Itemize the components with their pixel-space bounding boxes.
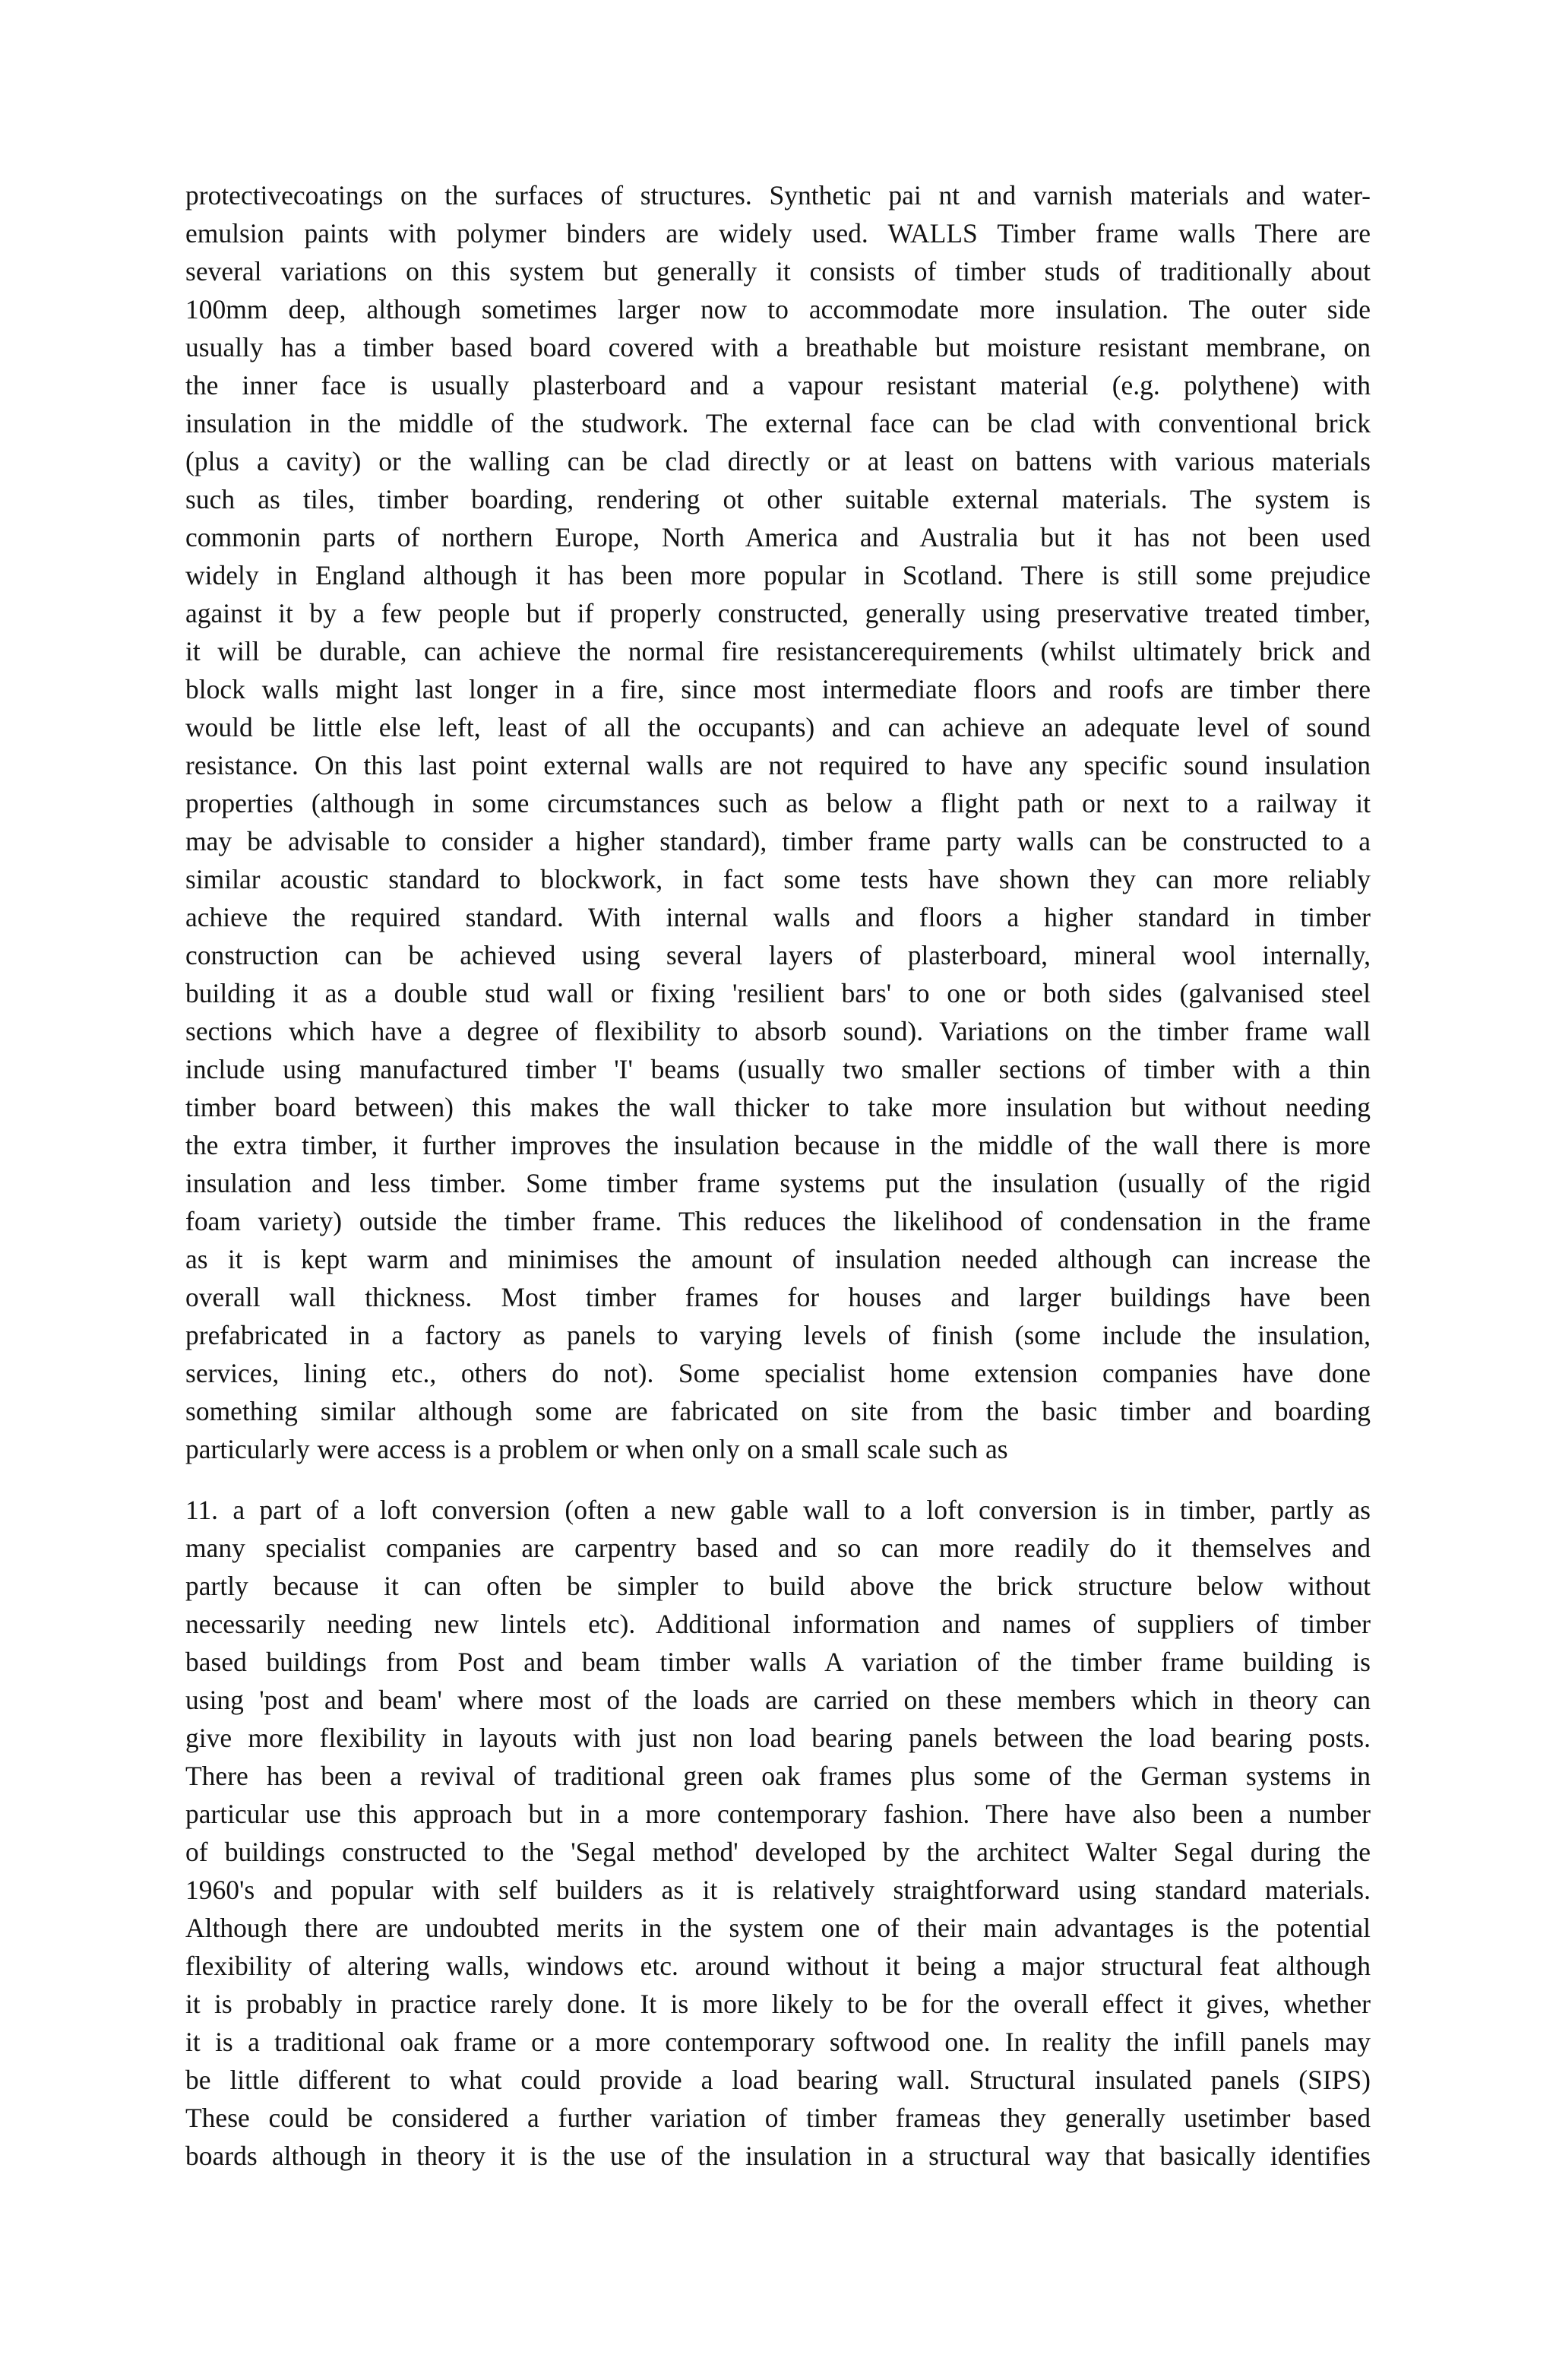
- text-line: properties (although in some circumstances such as below a flight path or next to a railway it: [185, 788, 1371, 818]
- text-line: of buildings constructed to the 'Segal method' developed by the architect Walter Segal during the: [185, 1837, 1371, 1867]
- text-line: 11. a part of a loft conversion (often a new gable wall to a loft conversion is in timber, partly as: [185, 1495, 1371, 1525]
- text-line: (plus a cavity) or the walling can be clad directly or at least on battens with various materials: [185, 446, 1371, 476]
- text-line: insulation and less timber. Some timber frame systems put the insulation (usually of the rigid: [185, 1168, 1371, 1198]
- text-line: several variations on this system but generally it consists of timber studs of traditionally about: [185, 256, 1371, 286]
- text-line: include using manufactured timber 'I' beams (usually two smaller sections of timber with a thin: [185, 1054, 1371, 1084]
- text-line: necessarily needing new lintels etc). Additional information and names of suppliers of timber: [185, 1609, 1371, 1639]
- text-line: construction can be achieved using several layers of plasterboard, mineral wool internally,: [185, 940, 1371, 970]
- text-line: These could be considered a further variation of timber frameas they generally usetimber based: [185, 2103, 1371, 2133]
- text-line: similar acoustic standard to blockwork, in fact some tests have shown they can more reliably: [185, 864, 1371, 894]
- text-line: particular use this approach but in a more contemporary fashion. There have also been a number: [185, 1799, 1371, 1829]
- text-line: 100mm deep, although sometimes larger now to accommodate more insulation. The outer side: [185, 294, 1371, 324]
- text-line: insulation in the middle of the studwork. The external face can be clad with conventional brick: [185, 408, 1371, 438]
- text-line: There has been a revival of traditional green oak frames plus some of the German systems in: [185, 1761, 1371, 1791]
- text-line: partly because it can often be simpler to build above the brick structure below without: [185, 1571, 1371, 1601]
- text-line: particularly were access is a problem or when only on a small scale such as: [185, 1434, 1008, 1464]
- text-line: building it as a double stud wall or fixing 'resilient bars' to one or both sides (galvanised steel: [185, 978, 1371, 1008]
- text-line: commonin parts of northern Europe, North America and Australia but it has not been used: [185, 522, 1371, 552]
- text-line: it is a traditional oak frame or a more contemporary softwood one. In reality the infill panels may: [185, 2027, 1371, 2057]
- text-line: such as tiles, timber boarding, rendering ot other suitable external materials. The system is: [185, 484, 1371, 514]
- text-line: Although there are undoubted merits in the system one of their main advantages is the potential: [185, 1913, 1371, 1943]
- text-line: something similar although some are fabricated on site from the basic timber and boarding: [185, 1396, 1371, 1426]
- text-line: be little different to what could provide a load bearing wall. Structural insulated panels (SIPS): [185, 2065, 1371, 2095]
- text-line: flexibility of altering walls, windows etc. around without it being a major structural feat although: [185, 1951, 1371, 1981]
- text-line: it is probably in practice rarely done. It is more likely to be for the overall effect it gives, whether: [185, 1989, 1371, 2019]
- text-line: overall wall thickness. Most timber frames for houses and larger buildings have been: [185, 1282, 1371, 1312]
- text-line: 1960's and popular with self builders as it is relatively straightforward using standard materials.: [185, 1875, 1371, 1905]
- text-line: timber board between) this makes the wall thicker to take more insulation but without needing: [185, 1092, 1371, 1122]
- text-line: the extra timber, it further improves the insulation because in the middle of the wall there is more: [185, 1130, 1371, 1160]
- text-line: protectivecoatings on the surfaces of structures. Synthetic pai nt and varnish materials and water-: [185, 180, 1371, 210]
- text-line: many specialist companies are carpentry based and so can more readily do it themselves and: [185, 1533, 1371, 1563]
- text-line: against it by a few people but if properly constructed, generally using preservative treated timber,: [185, 598, 1371, 628]
- text-line: as it is kept warm and minimises the amount of insulation needed although can increase the: [185, 1244, 1371, 1274]
- text-line: boards although in theory it is the use of the insulation in a structural way that basically identifies: [185, 2141, 1371, 2171]
- text-line: based buildings from Post and beam timber walls A variation of the timber frame building is: [185, 1647, 1371, 1677]
- text-line: sections which have a degree of flexibility to absorb sound). Variations on the timber frame wall: [185, 1016, 1371, 1046]
- text-line: the inner face is usually plasterboard and a vapour resistant material (e.g. polythene) with: [185, 370, 1371, 400]
- text-line: foam variety) outside the timber frame. This reduces the likelihood of condensation in the frame: [185, 1206, 1371, 1236]
- text-line: services, lining etc., others do not). Some specialist home extension companies have done: [185, 1358, 1371, 1388]
- paragraph-2: [185, 1491, 1371, 2175]
- text-line: it will be durable, can achieve the normal fire resistancerequirements (whilst ultimately brick and: [185, 636, 1371, 666]
- text-line: resistance. On this last point external walls are not required to have any specific sound insulation: [185, 750, 1371, 780]
- text-line: using 'post and beam' where most of the loads are carried on these members which in theory can: [185, 1685, 1371, 1715]
- text-line: would be little else left, least of all the occupants) and can achieve an adequate level of sound: [185, 712, 1371, 742]
- text-line: block walls might last longer in a fire, since most intermediate floors and roofs are timber there: [185, 674, 1371, 704]
- paragraph-1: [185, 176, 1371, 1468]
- text-line: emulsion paints with polymer binders are widely used. WALLS Timber frame walls There are: [185, 218, 1371, 248]
- text-line: widely in England although it has been more popular in Scotland. There is still some prejudice: [185, 560, 1371, 590]
- text-line: give more flexibility in layouts with just non load bearing panels between the load bearing posts.: [185, 1723, 1371, 1753]
- text-line: usually has a timber based board covered with a breathable but moisture resistant membrane, on: [185, 332, 1371, 362]
- text-line: may be advisable to consider a higher standard), timber frame party walls can be constructed to a: [185, 826, 1371, 856]
- text-line: achieve the required standard. With internal walls and floors a higher standard in timber: [185, 902, 1371, 932]
- text-line: prefabricated in a factory as panels to varying levels of finish (some include the insulation,: [185, 1320, 1371, 1350]
